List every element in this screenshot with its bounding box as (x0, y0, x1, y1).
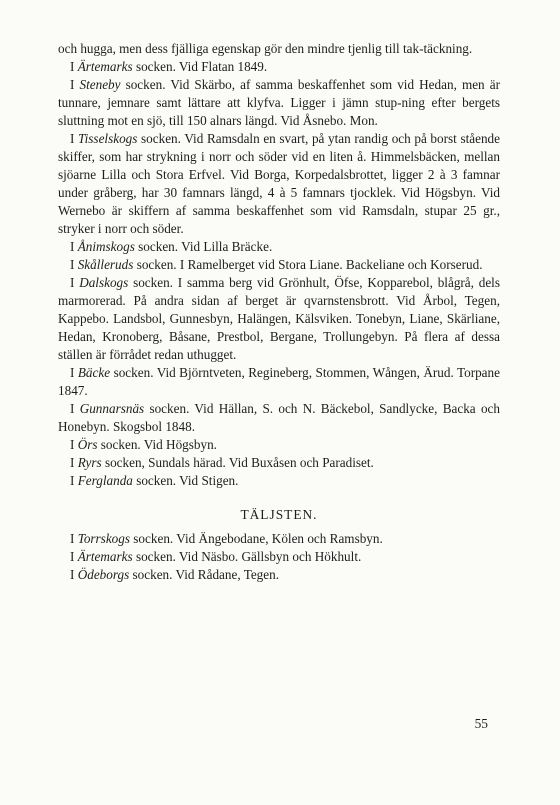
paragraph (58, 76, 500, 130)
paragraph-prefix: I (70, 473, 78, 488)
parish-name: Ödeborgs (77, 567, 130, 582)
parish-name: Steneby (79, 77, 121, 92)
paragraph-prefix: I (70, 239, 78, 254)
paragraph-prefix: I (70, 567, 78, 582)
paragraph (58, 256, 500, 274)
paragraph (58, 530, 500, 548)
paragraph-prefix: I (70, 437, 78, 452)
paragraph-text: socken. Vid Ramsdaln en svart, på ytan randig och på borst stående skiffer, som har strykning i norr och söder vid en liten å. Himmelsbäcken, mellan sjöarne Lilla och Stora Erfvel. Vid Borga, Korpedalsbrottet, ligger 2 à 3 famnar under gråberg, har 30 famnars längd, 4 à 5 famnars tjocklek. Vid Högsbyn. Vid Wernebo är skiffern af samma beskaffenhet som vid Ramsdaln, stupar 25 gr., stryker i norr och söder. (58, 131, 500, 236)
parish-name: Ärtemarks (77, 549, 133, 564)
paragraph-text: socken. Vid Ängebodane, Kölen och Ramsbyn. (130, 531, 383, 546)
paragraph-text: och hugga, men dess fjälliga egenskap gör den mindre tjenlig till tak-täckning. (58, 41, 473, 56)
paragraph-prefix: I (70, 77, 80, 92)
paragraph-prefix: I (70, 59, 78, 74)
paragraph-text: socken, Sundals härad. Vid Buxåsen och Paradiset. (101, 455, 374, 470)
paragraph (58, 400, 500, 436)
paragraph-text: socken. Vid Björntveten, Regineberg, Stommen, Wången, Ärud. Torpane 1847. (58, 365, 500, 398)
parish-name: Ryrs (77, 455, 102, 470)
paragraph-text: socken. Vid Flatan 1849. (132, 59, 268, 74)
paragraph-text: socken. Vid Näsbo. Gällsbyn och Hökhult. (132, 549, 362, 564)
paragraph-text: socken. I Ramelberget vid Stora Liane. Backeliane och Korserud. (133, 257, 483, 272)
paragraph (58, 566, 500, 584)
parish-name: Skålleruds (77, 257, 134, 272)
paragraph (58, 472, 500, 490)
paragraph-prefix: I (70, 275, 80, 290)
parish-name: Tisselskogs (78, 131, 138, 146)
parish-name: Örs (77, 437, 98, 452)
parish-name: Ånimskogs (77, 239, 135, 254)
parish-name: Bäcke (77, 365, 111, 380)
paragraph-prefix: I (70, 365, 78, 380)
paragraph (58, 58, 500, 76)
paragraph (58, 274, 500, 364)
parish-name: Ferglanda (77, 473, 133, 488)
paragraphs-part2 (58, 530, 500, 584)
paragraph-text: socken. Vid Skärbo, af samma beskaffenhet som vid Hedan, men är tunnare, jemnare samt lättare att klyfva. Ligger i jämn stup-ning efter bergets sluttning mot en sjö, till 150 alnars längd. Vid Åsnebo. Mon. (58, 77, 500, 128)
parish-name: Torrskogs (77, 531, 130, 546)
section-heading: TÄLJSTEN. (240, 507, 318, 522)
paragraph (58, 454, 500, 472)
parish-name: Gunnarsnäs (79, 401, 145, 416)
paragraph-prefix: I (70, 531, 78, 546)
paragraph-prefix: I (70, 455, 78, 470)
parish-name: Ärtemarks (77, 59, 133, 74)
paragraph (58, 40, 500, 58)
paragraph (58, 238, 500, 256)
paragraph-text: socken. I samma berg vid Grönhult, Öfse, Kopparebol, blågrå, dels marmorerad. På andra sidan af berget är qvarnstensbrott. Vid Årbol, Tegen, Kappebo. Landsbol, Gunnesbyn, Halängen, Kälsviken. Tonebyn, Liane, Skärliane, Hedan, Kronoberg, Båsane, Prestbol, Bergane, Trollungebyn. På flera af dessa ställen är förrådet redan uthugget. (58, 275, 500, 362)
paragraph (58, 548, 500, 566)
paragraph-text: socken. Vid Högsbyn. (97, 437, 217, 452)
paragraph-text: socken. Vid Stigen. (132, 473, 239, 488)
parish-name: Dalskogs (79, 275, 129, 290)
paragraph (58, 364, 500, 400)
paragraph (58, 130, 500, 238)
page-text-block (58, 40, 500, 584)
paragraph (58, 436, 500, 454)
paragraph-text: socken. Vid Lilla Bräcke. (134, 239, 273, 254)
paragraphs-part1 (58, 40, 500, 490)
paragraph-prefix: I (70, 257, 78, 272)
paragraph-prefix: I (70, 549, 78, 564)
page-number: 55 (474, 716, 488, 731)
paragraph-prefix: I (70, 401, 80, 416)
paragraph-text: socken. Vid Hällan, S. och N. Bäckebol, Sandlycke, Backa och Honebyn. Skogsbol 1848. (58, 401, 500, 434)
paragraph-text: socken. Vid Rådane, Tegen. (129, 567, 280, 582)
paragraph-prefix: I (70, 131, 79, 146)
